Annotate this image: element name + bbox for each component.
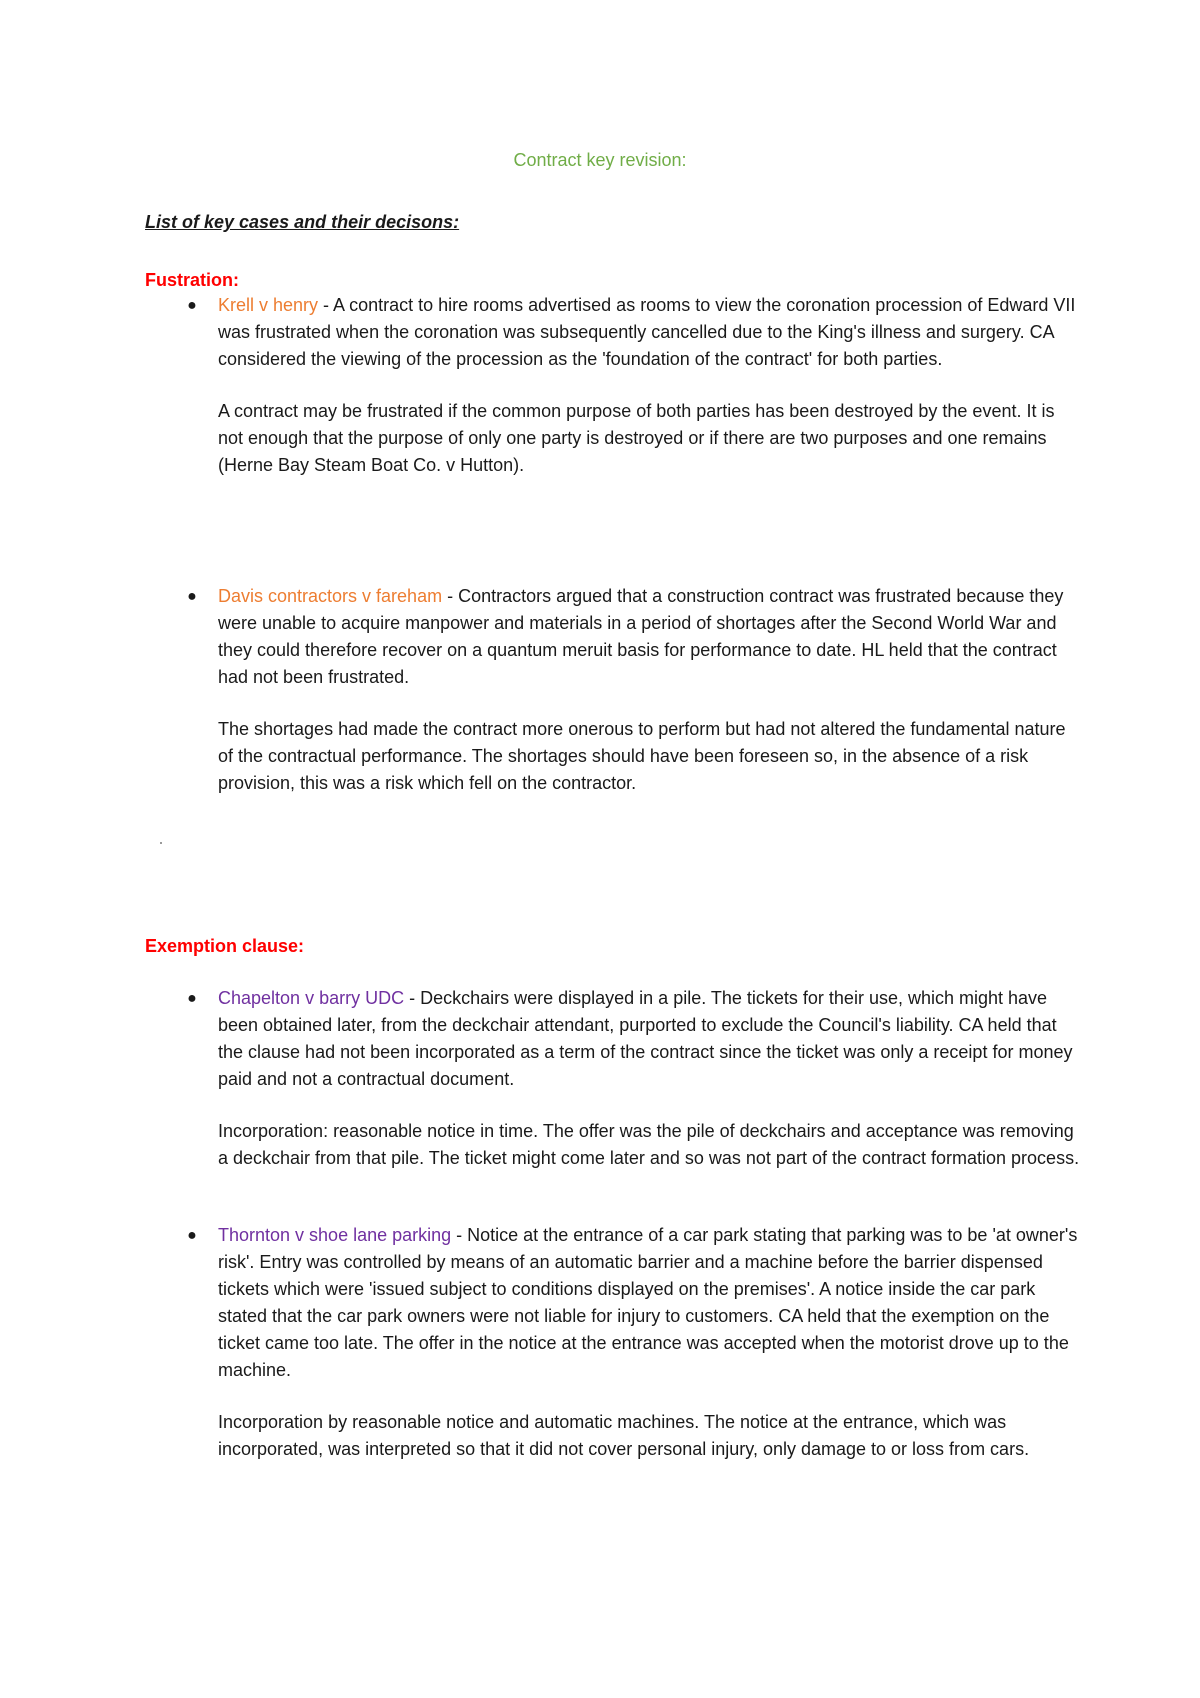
case-detail: A contract may be frustrated if the common purpose of both parties has been destroyed by the event. It is not enough that the purpose of only one party is destroyed or if there are two purposes and one remains (Herne Bay Steam Boat Co. v Hutton). (218, 401, 1055, 475)
bullet-icon: ● (187, 990, 197, 1007)
case-summary (218, 583, 1080, 691)
case-detail: Incorporation: reasonable notice in time. The offer was the pile of deckchairs and acceptance was removing a deckchair from that pile. The ticket might come later and so was not part of the contract formation process. (218, 1121, 1080, 1168)
section-heading-exemption-clause: Exemption clause: (145, 936, 305, 956)
case-name: Davis contractors v fareham (218, 586, 443, 606)
case-summary (218, 1222, 1080, 1384)
case-summary (218, 292, 1080, 373)
case-thornton-v-shoe-lane-parking (187, 1222, 1080, 1463)
bullet-icon: ● (187, 588, 197, 605)
stray-mark (160, 842, 162, 844)
case-name: Krell v henry (218, 295, 319, 315)
case-krell-v-henry (187, 292, 1080, 479)
section-heading-frustration: Fustration: (145, 270, 239, 290)
case-name: Chapelton v barry UDC (218, 988, 405, 1008)
document-title: Contract key revision: (513, 150, 687, 170)
case-summary-text: - Notice at the entrance of a car park stating that parking was to be 'at owner's risk'. Entry was controlled by means of an automatic barrier and a machine before the barrier dispensed tickets which were 'issued subject to conditions displayed on the premises'. A notice inside the car park stated that the car park owners were not liable for injury to customers. CA held that the exemption on the ticket came too late. The offer in the notice at the entrance was accepted when the motorist drove up to the machine. (218, 1225, 1078, 1380)
bullet-icon: ● (187, 1227, 197, 1244)
case-summary-text: - Deckchairs were displayed in a pile. The tickets for their use, which might have been obtained later, from the deckchair attendant, purported to exclude the Council's liability. CA held that the clause had not been incorporated as a term of the contract since the ticket was only a receipt for money paid and not a contractual document. (218, 988, 1073, 1089)
case-detail: The shortages had made the contract more onerous to perform but had not altered the fundamental nature of the contractual performance. The shortages should have been foreseen so, in the absence of a risk provision, this was a risk which fell on the contractor. (218, 719, 1066, 793)
bullet-icon: ● (187, 297, 197, 314)
case-chapelton-v-barry-udc (187, 985, 1080, 1172)
case-summary-text: - Contractors argued that a construction contract was frustrated because they were unable to acquire manpower and materials in a period of shortages after the Second World War and they could therefore recover on a quantum meruit basis for performance to date. HL held that the contract had not been frustrated. (218, 586, 1064, 687)
case-name: Thornton v shoe lane parking (218, 1225, 452, 1245)
case-davis-contractors-v-fareham (187, 583, 1080, 797)
case-summary (218, 985, 1080, 1093)
case-detail: Incorporation by reasonable notice and automatic machines. The notice at the entrance, which was incorporated, was interpreted so that it did not cover personal injury, only damage to or loss from cars. (218, 1412, 1030, 1459)
case-summary-text: - A contract to hire rooms advertised as rooms to view the coronation procession of Edward VII was frustrated when the coronation was subsequently cancelled due to the King's illness and surgery. CA considered the viewing of the procession as the 'foundation of the contract' for both parties. (218, 295, 1076, 369)
document-subtitle: List of key cases and their decisons: (145, 212, 460, 232)
